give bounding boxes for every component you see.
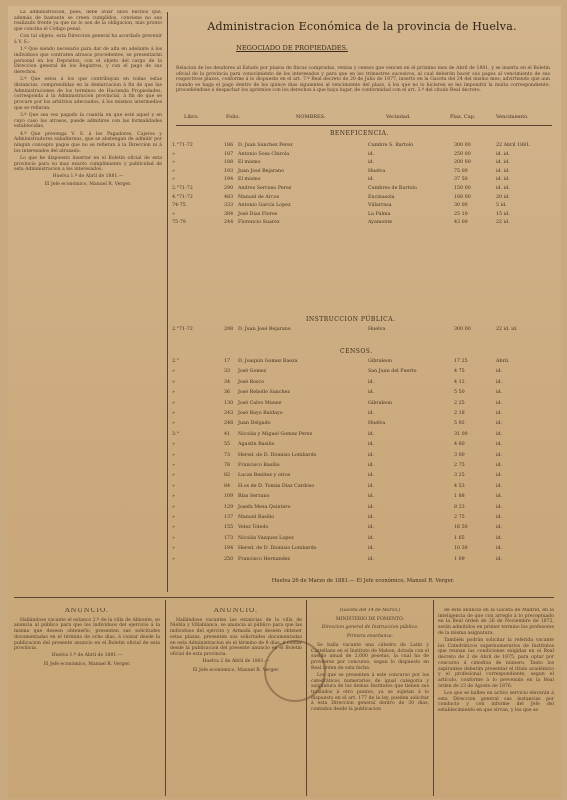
table-cell-place: id.	[368, 379, 375, 385]
table-row	[172, 379, 554, 386]
table-cell-place: id.	[368, 546, 375, 552]
table-cell-book: »	[172, 211, 175, 217]
gaceta-subdepartment: Primera enseñanza.	[346, 634, 394, 640]
table-cell-folio: 184	[224, 546, 234, 552]
section-instruccion-title: INSTRUCCION PÚBLICA.	[306, 316, 396, 323]
table-cell-folio: 34	[224, 379, 231, 385]
table-cell-name: Antonio Sosa Chirola	[238, 151, 290, 157]
table-cell-folio: 250	[224, 556, 234, 562]
table-cell-name: Hered. de D. Dionisio Lombardo	[238, 546, 317, 552]
table-row	[172, 441, 554, 448]
table-cell-book: 4.°71-72	[172, 194, 193, 200]
left-paragraph: 4.º Que prevenga V. S. á los Pagadores, Cajeros y Administradores subalternos, que se abstengan de admitir por ningun concepto pagos que no se refieran á la Direccion ni á los interesados del atrasado.	[14, 131, 162, 154]
table-cell-place: id.	[368, 535, 375, 541]
anuncio-left-signature: El Jefe económico, Manuel R. Verger.	[43, 662, 131, 668]
table-cell-cap: 300 00	[454, 143, 471, 148]
table-cell-book: 1.°71-72	[172, 143, 193, 148]
table-cell-date: id.	[496, 556, 503, 562]
table-row	[172, 420, 554, 427]
table-cell-name: Andres Serrano Perez	[238, 186, 292, 191]
table-cell-place: id.	[368, 452, 375, 458]
table-cell-folio: 193	[224, 168, 234, 174]
table-cell-book: 74-75	[172, 203, 186, 209]
table-cell-place: id.	[368, 463, 375, 468]
table-cell-folio: 84	[224, 483, 231, 489]
table-row	[172, 493, 554, 500]
table-row	[172, 535, 554, 542]
table-row	[172, 176, 554, 183]
table-cell-place: id.	[368, 504, 375, 510]
table-cell-date: id. id.	[496, 168, 510, 174]
table-cell-date: 5 id.	[496, 203, 507, 209]
table-row	[172, 202, 554, 209]
table-cell-date: id.	[496, 473, 503, 479]
table-cell-name: Antonio García Lopez	[238, 203, 291, 209]
table-cell-name: José Rebollo Sanchez	[238, 390, 290, 396]
table-cell-book: 2.°	[172, 359, 179, 364]
table-cell-folio: 290	[224, 186, 234, 191]
table-row	[172, 168, 554, 175]
table-cell-date: id.	[496, 463, 503, 468]
table-cell-date: id.	[496, 494, 503, 500]
table-cell-place: San Juan del Puerto	[368, 369, 417, 375]
anuncio-middle-title: ANUNCIO.	[213, 608, 259, 614]
table-cell-book: »	[172, 546, 175, 552]
table-cell-book: »	[172, 463, 175, 468]
table-cell-book: 75-79	[172, 220, 186, 226]
table-cell-folio: 483	[224, 194, 234, 200]
gaceta-source: (Gaceta del 14 de Marzo.)	[339, 608, 401, 613]
table-cell-date: id. id.	[496, 177, 510, 183]
table-row	[172, 389, 554, 396]
right-bottom-column	[438, 608, 554, 798]
closing-signature: Huelva 26 de Marzo de 1881.— El Jefe económico, Manuel R. Verger.	[271, 578, 455, 584]
table-cell-book: »	[172, 483, 175, 489]
table-cell-date: id.	[496, 431, 503, 437]
table-cell-cap: 31 00	[454, 431, 468, 437]
table-cell-book: »	[172, 452, 175, 458]
left-paragraph: Lo que he dispuesto insertar en el Boletin oficial de esta provincia para su mas exacto cumplimiento y publicidad de esta Administracion a los interesados.	[14, 155, 162, 173]
table-cell-place: id.	[368, 160, 375, 166]
table-cell-book: 2.°71-72	[172, 186, 193, 191]
table-cell-place: Cumbre S. Bartolo	[368, 143, 414, 148]
bottom-section-rule	[14, 597, 554, 598]
table-cell-place: Gibraleon	[368, 400, 392, 406]
table-cell-book: »	[172, 151, 175, 157]
table-cell-date: id. id.	[496, 151, 510, 157]
table-cell-folio: 33	[224, 369, 231, 375]
table-cell-date: id.	[496, 535, 503, 541]
table-cell-date: id.	[496, 379, 503, 385]
table-cell-folio: 194	[224, 177, 234, 183]
table-cell-folio: 129	[224, 504, 234, 510]
column-divider	[165, 600, 166, 796]
table-cell-book: »	[172, 556, 175, 562]
table-cell-date: id.	[496, 390, 503, 396]
table-cell-cap: 200 00	[454, 160, 471, 166]
section-subtitle: NEGOCIADO DE PROPIEDADES.	[236, 44, 348, 52]
table-cell-date: id.	[496, 452, 503, 458]
table-cell-folio: 243	[224, 411, 234, 416]
column-divider	[306, 600, 307, 796]
table-cell-place: id.	[368, 515, 375, 520]
table-cell-name: El mismo	[238, 177, 261, 183]
anuncio-left-paragraph: Hallándose vacante el estanco 2.º de la villa de Almonte, se anuncia al público para que los individuos del ejercicio á la misma que deseen obtenerlo, presenten sus solicitudes documentadas en el término de ocho dias, á contar desde la publicacion del presente anuncio en el Boletin oficial de esta provincia.	[14, 617, 160, 652]
table-cell-cap: 16 50	[454, 525, 468, 531]
anuncio-middle	[170, 608, 302, 798]
table-cell-cap: 75 00	[454, 168, 468, 174]
table-row	[172, 368, 554, 375]
table-cell-name: Manuel de Arcos	[238, 194, 280, 200]
table-cell-place: id.	[368, 525, 375, 531]
table-cell-book: »	[172, 515, 175, 520]
table-row	[172, 142, 554, 149]
table-cell-book: »	[172, 421, 175, 427]
table-cell-folio: 173	[224, 535, 234, 541]
table-cell-date: id.	[496, 525, 503, 531]
notice-intro: Relacion de los deudores al Estado por plazos de fincas compradas, rentas y censos que vencen en el próximo mes de Abril de 1881, y se inserta en el Boletin oficial de la provincia para conocimiento de los interesados y para que en los trimestres sucesivos, al cual deberán hacer sus pagos al vencimiento de sus respectivos plazos, conforme á lo dispuesto en el art. 7.º Real decreto de 20 de Julio de 1877, inserto en la Gaceta del 24 del mismo mes; advirtiendo que aun cuando se haga el pago dentro de los quince dias siguientes al vencimiento del plazo, á los que no lo hicieren se les impondrá la multa correspondiente, procediéndose á despachar los apremios con los derechos á que haya lugar, de conformidad con el art. 3.º del citado Real decreto.	[176, 66, 550, 94]
table-cell-name: Francisco Hernandez	[238, 556, 291, 562]
table-cell-book: »	[172, 369, 175, 375]
table-cell-place: id.	[368, 151, 375, 157]
table-cell-date: id.	[496, 546, 503, 552]
table-cell-place: id.	[368, 390, 375, 396]
table-cell-book: »	[172, 168, 175, 174]
table-cell-cap: 300 00	[454, 327, 471, 332]
table-cell-date: id. id.	[496, 160, 510, 166]
table-cell-cap: 17 25	[454, 359, 468, 364]
table-cell-cap: 5 50	[454, 390, 465, 396]
gaceta-paragraph: Se halla vacante una cátedra de Latin y Castellano en el Instituto de Mahon, dotada con el sueldo anual de 2.000 pesetas, la cual ha de proveerse por concurso, segun lo dispuesto en Real órden de esta fecha.	[311, 642, 429, 671]
table-cell-cap: 43 00	[454, 220, 468, 226]
table-cell-name: Blas Serrano	[238, 494, 270, 500]
anuncio-left	[14, 608, 160, 798]
table-cell-cap: 3 25	[454, 473, 465, 479]
table-row	[172, 358, 554, 365]
table-cell-place: Huelva	[368, 168, 386, 174]
left-signature-date: Huelva 1.º de Abril de 1881.—	[52, 174, 124, 180]
table-cell-folio: 186	[224, 143, 234, 148]
table-cell-cap: 250 00	[454, 151, 471, 157]
table-cell-folio: 384	[224, 211, 234, 217]
table-cell-date: 22 id.	[496, 220, 510, 226]
table-cell-folio: 55	[224, 442, 231, 448]
table-cell-date: id.	[496, 411, 503, 416]
table-row	[172, 514, 554, 521]
column-header-residence: Vecindad.	[386, 114, 411, 120]
table-cell-date: id.	[496, 504, 503, 510]
table-cell-book: »	[172, 494, 175, 500]
table-cell-place: Huelva	[368, 421, 386, 427]
table-cell-place: id.	[368, 483, 375, 489]
table-row	[172, 326, 554, 333]
gaceta-ministry: MINISTERIO DE FOMENTO.	[336, 616, 404, 622]
table-cell-name: José Bayo Baldayo	[238, 411, 283, 416]
table-header-rule	[176, 125, 552, 126]
table-cell-date: id.	[496, 483, 503, 489]
table-row	[172, 545, 554, 552]
table-cell-place: id.	[368, 411, 375, 416]
table-row	[172, 524, 554, 531]
table-cell-date: 22 Abril 1881.	[496, 143, 531, 148]
table-row	[172, 410, 554, 417]
column-header-book: Libro.	[184, 114, 200, 120]
table-cell-cap: 37 50	[454, 177, 468, 183]
table-row	[172, 400, 554, 407]
table-cell-book: »	[172, 442, 175, 448]
table-cell-book: »	[172, 535, 175, 541]
table-cell-book: »	[172, 390, 175, 396]
table-cell-cap: 5 92	[454, 421, 465, 427]
table-cell-name: Josefa Mesa Quintero	[238, 504, 291, 510]
anuncio-middle-paragraph: Hallándose vacantes las estancias de la villa de Niebla y Villablanca, se anuncia al público para que las individuos del ejército y Armada que deseen obtener estas plazas, presenten sus solicitudes documentadas en esta Administracion en el término de 8 dias, á contar desde la publicacion del presente anuncio en el Boletin oficial de esta provincia.	[170, 617, 302, 657]
table-cell-folio: 155	[224, 525, 234, 531]
table-cell-date: id.	[496, 400, 503, 406]
column-header-capital: Plaz. Cap.	[450, 114, 476, 120]
column-header-folio: Folio.	[226, 114, 240, 120]
table-cell-cap: 180 00	[454, 194, 471, 200]
table-cell-place: id.	[368, 556, 375, 562]
table-cell-folio: 82	[224, 473, 231, 479]
table-cell-folio: 248	[224, 421, 234, 427]
table-cell-folio: 187	[224, 151, 234, 157]
table-cell-name: Juan Delgado	[238, 421, 271, 427]
left-column-text	[14, 10, 162, 480]
table-cell-date: id. id.	[496, 186, 510, 191]
section-beneficencia-title: BENEFICENCIA.	[330, 130, 389, 137]
left-paragraph: Con tal objeto, esta Direccion general ha acordado prevenir á V. S.:	[14, 34, 162, 46]
table-cell-cap: 3 00	[454, 452, 465, 458]
table-row	[172, 194, 554, 201]
table-cell-name: Hered. de D. Dionisio Lombardo	[238, 452, 317, 458]
table-row	[172, 185, 554, 192]
table-cell-name: Manuel Basilio	[238, 515, 275, 520]
table-cell-place: id.	[368, 442, 375, 448]
table-row	[172, 452, 554, 459]
left-paragraph: 1.º Que siendo necesario para dar de alta en adelante á los individuos que contraten atrasos procedentes, se presentarán personal en los Depósitos, con el objeto del cargo de la Direccion general de los Registros, y con el pago de sus derechos.	[14, 47, 162, 76]
table-cell-cap: 2 25	[454, 400, 465, 406]
table-cell-book: »	[172, 473, 175, 479]
table-cell-place: Ayamonte	[368, 220, 393, 226]
table-cell-place: id.	[368, 177, 375, 183]
table-cell-name: Nicolás Vazquez Lopez	[238, 535, 294, 541]
table-cell-cap: 30 00	[454, 203, 468, 209]
table-cell-place: id.	[368, 473, 375, 479]
anuncio-middle-date: Huelva 2 de Abril de 1881.—	[202, 659, 270, 665]
gaceta-paragraph: Los que se presenten á este concurso por los catedráticos numerarios de igual categoría y asignatura de los demas Institutos que tienen sus traslados á otro puntos, ya se sujetan á lo dispuesto en el art. 177 de la ley, pueden solicitar á esta Direccion general dentro de 30 dias, contados desde la publicacion	[311, 672, 429, 713]
table-row	[172, 504, 554, 511]
table-cell-book: 3.°	[172, 431, 179, 437]
table-cell-place: Cumbres de Bartolo	[368, 186, 417, 191]
table-cell-name: Agustin Basilio	[238, 442, 275, 448]
table-cell-folio: 333	[224, 203, 234, 209]
table-cell-cap: 25 10	[454, 211, 468, 217]
table-cell-cap: 4 12	[454, 379, 465, 385]
gaceta-department: Direccion general de Instruccion pública.	[321, 625, 419, 631]
table-row	[172, 219, 554, 226]
right-paragraph: de este anuncio en la Gaceta de Madrid, en la inteligencia de que con arreglo á lo preceptuado en la Real órden de 26 de Noviembre de 1872, serán admitidos en primer termino los profesores de la misma asignatura.	[438, 608, 554, 636]
table-cell-date: id.	[496, 442, 503, 448]
table-cell-place: Villarrasa	[368, 203, 392, 209]
table-row	[172, 211, 554, 218]
gaceta-column	[311, 608, 429, 798]
page-title: Administracion Económica de la provincia de Huelva.	[207, 20, 517, 33]
table-cell-name: Juan José Bejarano	[238, 168, 284, 174]
table-cell-name: José Gomez	[238, 369, 267, 375]
table-cell-cap: 1 09	[454, 556, 465, 562]
table-row	[172, 472, 554, 479]
table-cell-name: D. Juan José Bejarano	[238, 327, 291, 332]
table-cell-place: La Palma	[368, 211, 391, 217]
table-row	[172, 462, 554, 469]
table-cell-place: Huelva	[368, 327, 386, 332]
table-cell-book: »	[172, 525, 175, 531]
table-cell-folio: 36	[224, 390, 231, 396]
column-divider	[433, 600, 434, 796]
table-cell-book: »	[172, 504, 175, 510]
table-cell-date: 22 id. id.	[496, 327, 518, 332]
table-cell-book: 2.°71-72	[172, 327, 193, 332]
left-paragraph: La administracion, pues, debe aviar unos hechos que, además de bastante se creen cumplidos, conviene no sea realizado frente ya que no lo son de la obligacion, más pronto que conciba el Código penal.	[14, 10, 162, 33]
table-cell-cap: 8 23	[454, 504, 465, 510]
table-cell-cap: 2 75	[454, 463, 465, 468]
right-paragraph: Los que se hallen en activo servicio elevarán á esta Direccion general sus instancias por conducto y con informe del Jefe del establecimiento en que sirvan, y los que se	[438, 690, 554, 713]
right-paragraph: También podrán solicitar la referida vacante los Catedráticos supernumerarios de Institutos que reunan las condiciones exigidas en el Real decreto de 2 de Abril de 1875, para optar por concurso á cátedras de número. Tanto los aspirantes deberán presentar el título académico y el profesional correspondiente, segun el artículo, conforme á lo prevenido en la Real órden de 23 de Agosto de 1876.	[438, 638, 554, 689]
table-row	[172, 556, 554, 563]
table-cell-name: Lucas Benitez y otros	[238, 473, 291, 479]
table-cell-folio: 73	[224, 452, 231, 458]
table-cell-place: Encinasola	[368, 194, 395, 200]
table-cell-name: D. Juan Sanchez Perez	[238, 143, 293, 148]
table-cell-book: »	[172, 411, 175, 416]
table-cell-place: id.	[368, 431, 375, 437]
table-cell-folio: 130	[224, 400, 234, 406]
anuncio-left-date: Huelva 1.º de Abril de 1881.—	[51, 653, 123, 659]
table-cell-name: Florencio Suarez	[238, 220, 280, 226]
table-cell-folio: 41	[224, 431, 231, 437]
table-cell-book: »	[172, 177, 175, 183]
table-cell-name: H.os de D. Tomás Diaz Cardoso	[238, 483, 315, 489]
table-cell-name: José Bosco	[238, 379, 265, 385]
left-signature: El Jefe económico, Manuel R. Verger.	[44, 181, 132, 187]
table-cell-date: id.	[496, 369, 503, 375]
table-cell-name: José Calvo Munez	[238, 400, 282, 406]
table-cell-book: »	[172, 400, 175, 406]
table-cell-book: »	[172, 160, 175, 166]
table-cell-folio: 298	[224, 327, 234, 332]
table-cell-date: 20 id.	[496, 194, 510, 200]
table-cell-name: D. Joaquin Gomez Baeza	[238, 359, 298, 364]
table-cell-folio: 109	[224, 494, 234, 500]
left-paragraph: 3.º Que sea vez pagado la cuantía en que esté aquel y en cuyo caso los atrasos, puede admitirse con las formalidades establecidas.	[14, 112, 162, 130]
table-cell-cap: 4 60	[454, 442, 465, 448]
table-cell-date: id.	[496, 515, 503, 520]
table-cell-folio: 137	[224, 515, 234, 520]
table-cell-cap: 150 00	[454, 186, 471, 191]
table-cell-folio: 78	[224, 463, 231, 468]
table-cell-name: Velez Toledo	[238, 525, 269, 531]
anuncio-left-title: ANUNCIO.	[64, 608, 110, 614]
table-cell-cap: 4 75	[454, 369, 465, 375]
table-cell-cap: 2 75	[454, 515, 465, 520]
table-row	[172, 151, 554, 158]
column-divider	[167, 12, 168, 592]
table-cell-cap: 1 88	[454, 494, 465, 500]
column-header-due-date: Vencimiento.	[496, 114, 529, 120]
table-cell-name: Nicolás y Miguel Gomez Perez	[238, 431, 313, 437]
table-cell-folio: 244	[224, 220, 234, 226]
left-paragraph: 2.º Que estos á los que contribuyan en todas estas distancias, comprendidas en la demarcacion á fin de que las Administraciones de los terminos de Hacienda Propiedades, corresponda á la Administracion provincial, á fin de que se procure por los arbitrios adecuados, á los mismos intermedios que se refieran.	[14, 77, 162, 111]
column-header-names: NOMBRES.	[296, 114, 326, 120]
table-cell-folio: 17	[224, 359, 231, 364]
table-cell-place: id.	[368, 494, 375, 500]
table-cell-place: Gibraleon	[368, 359, 392, 364]
table-cell-cap: 2 18	[454, 411, 465, 416]
table-cell-cap: 4 53	[454, 483, 465, 489]
table-cell-name: Francisco Basilio	[238, 463, 280, 468]
table-row	[172, 159, 554, 166]
table-cell-cap: 10 30	[454, 546, 468, 552]
table-cell-date: id.	[496, 421, 503, 427]
table-row	[172, 483, 554, 490]
table-cell-cap: 1 65	[454, 535, 465, 541]
table-cell-book: »	[172, 379, 175, 385]
table-cell-folio: 188	[224, 160, 234, 166]
table-cell-date: 15 id.	[496, 211, 510, 217]
table-cell-name: José Diaz Flores	[238, 211, 278, 217]
anuncio-middle-signature: El Jefe económico, Manuel R. Verger.	[192, 667, 280, 673]
table-cell-date: Abril.	[496, 359, 510, 364]
section-censos-title: CENSOS.	[340, 348, 373, 355]
table-row	[172, 431, 554, 438]
table-cell-name: El mismo	[238, 160, 261, 166]
